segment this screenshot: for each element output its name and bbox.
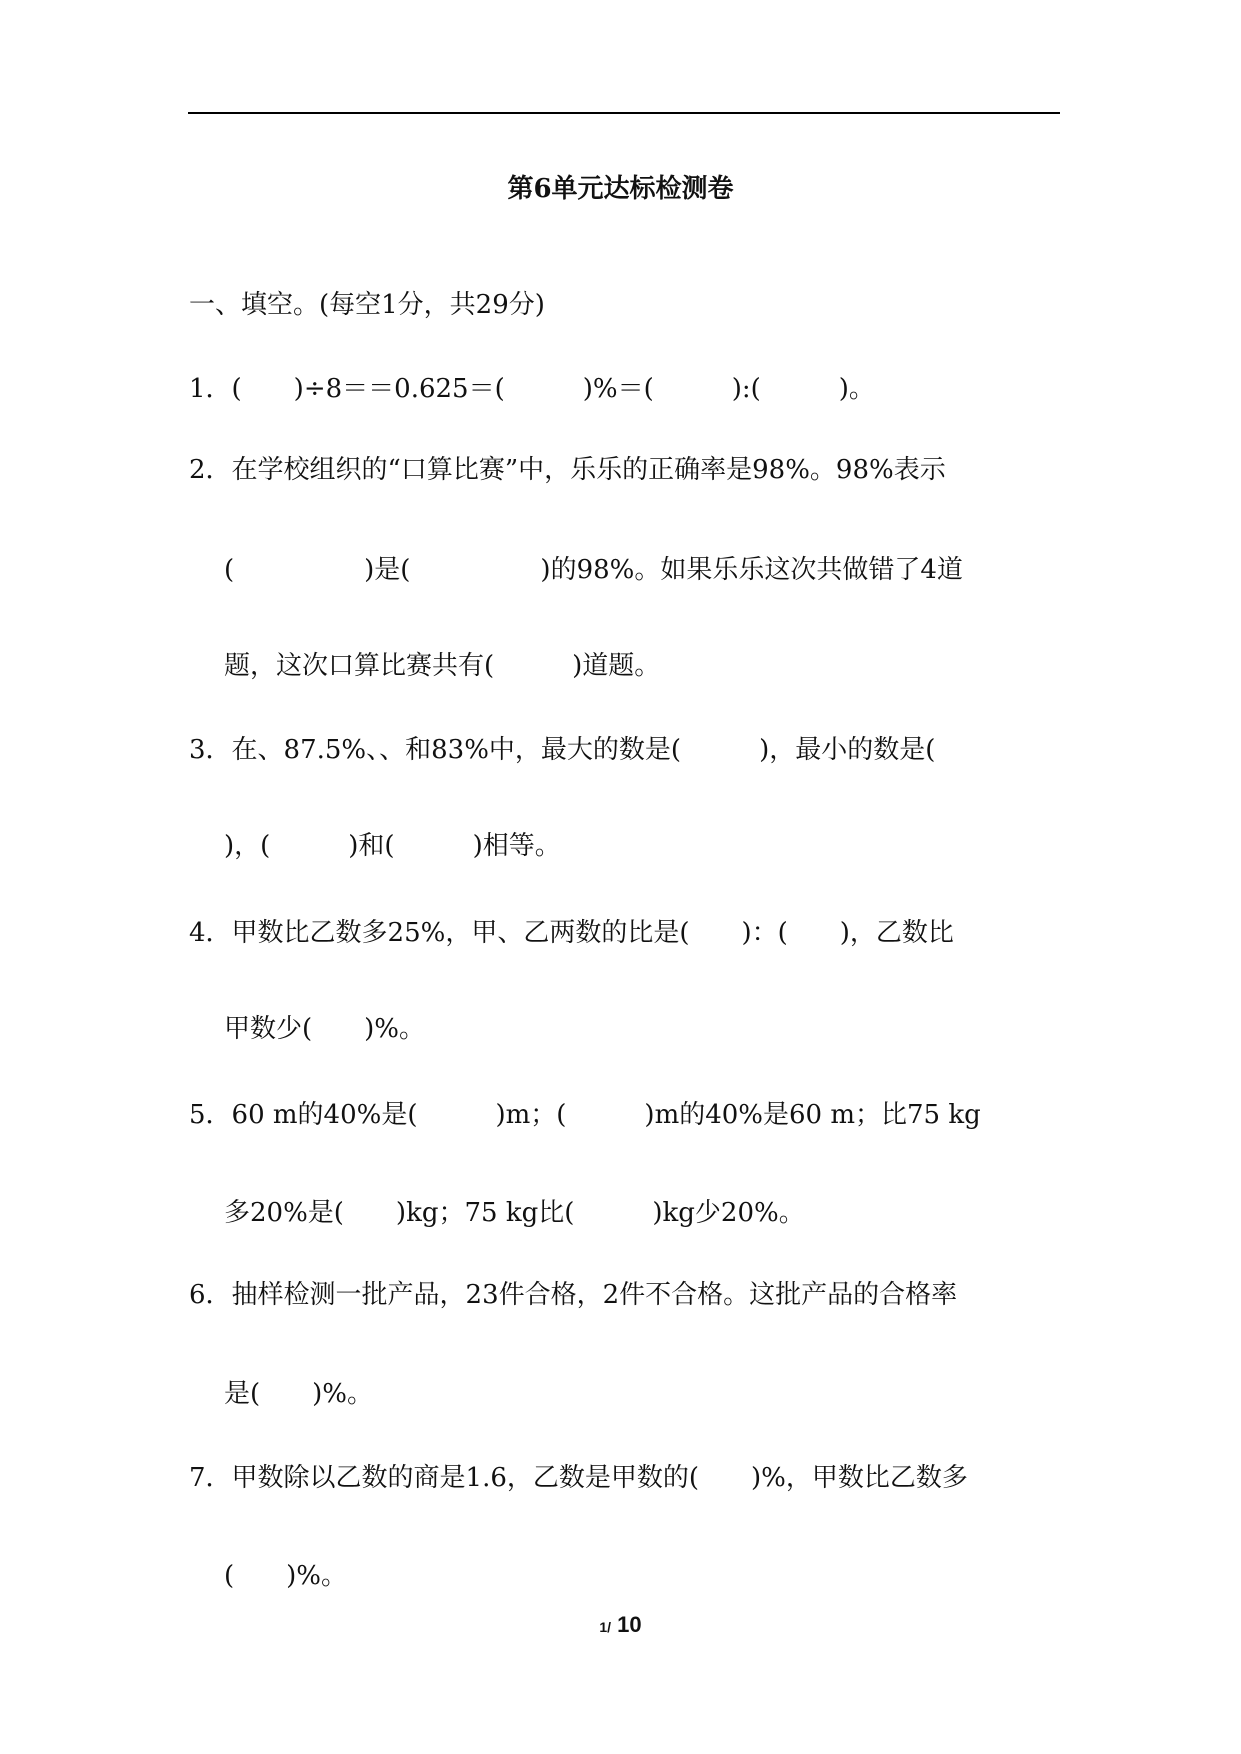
question-3: 3．在、87.5%、、和83%中，最大的数是( )，最小的数是( [189, 735, 936, 765]
question-2-cont: ( )是( )的98%。如果乐乐这次共做错了4道 [224, 555, 963, 585]
question-6: 6．抽样检测一批产品，23件合格，2件不合格。这批产品的合格率 [189, 1280, 958, 1310]
page-total: 10 [617, 1612, 642, 1637]
question-5: 5．60 m的40%是( )m；( )m的40%是60 m；比75 kg [189, 1100, 981, 1130]
question-4-cont: 甲数少( )%。 [224, 1014, 425, 1044]
question-2: 2．在学校组织的“口算比赛”中，乐乐的正确率是98%。98%表示 [189, 455, 946, 485]
question-6-cont: 是( )%。 [224, 1379, 373, 1409]
page-title: 第6单元达标检测卷 [507, 174, 734, 204]
question-3-cont: )，( )和( )相等。 [224, 831, 561, 861]
question-1: 1．( )÷8＝＝0.625＝( )%＝( ):( )。 [189, 374, 875, 404]
question-4: 4．甲数比乙数多25%，甲、乙两数的比是( )：( )，乙数比 [189, 918, 954, 948]
question-7-cont: ( )%。 [224, 1561, 347, 1591]
page-current: 1/ [599, 1619, 612, 1635]
header-rule [188, 112, 1060, 114]
question-7: 7．甲数除以乙数的商是1.6，乙数是甲数的( )%，甲数比乙数多 [189, 1463, 968, 1493]
question-5-cont: 多20%是( )kg；75 kg比( )kg少20%。 [224, 1198, 805, 1228]
question-2-cont: 题，这次口算比赛共有( )道题。 [224, 651, 661, 681]
page-number [0, 1612, 1241, 1638]
section-heading: 一、填空。(每空1分，共29分) [189, 290, 545, 320]
